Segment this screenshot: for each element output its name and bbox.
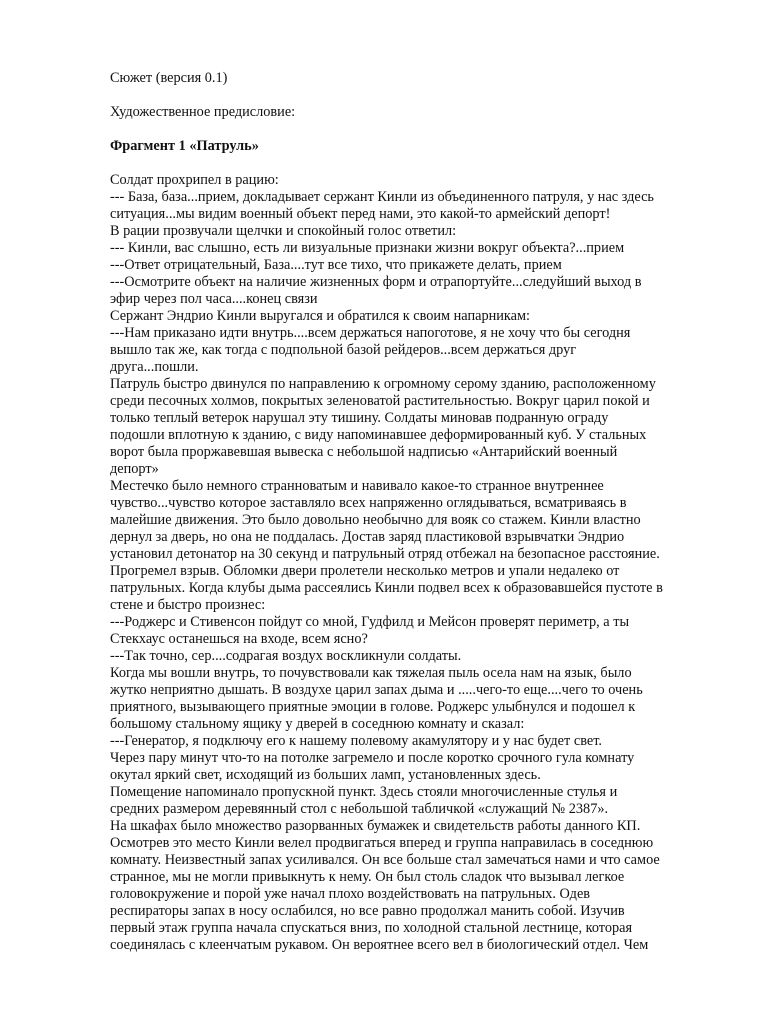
body-text <box>110 172 710 954</box>
body-line: среди песочных холмов, покрытых зеленоватой растительностью. Вокруг царил покой и <box>110 393 650 409</box>
body-line: --- Кинли, вас слышно, есть ли визуальные признаки жизни вокруг объекта?...прием <box>110 240 625 256</box>
body-line: приятного, вызывающего приятные эмоции в голове. Роджерс улыбнулся и подошел к <box>110 699 636 715</box>
body-line: Патруль быстро двинулся по направлению к огромному серому зданию, расположенному <box>110 376 656 392</box>
body-line: соединялась с клеенчатым рукавом. Он вероятнее всего вел в биологический отдел. Чем <box>110 937 649 953</box>
body-line: На шкафах было множество разорванных бумажек и свидетельств работы данного КП. <box>110 818 641 834</box>
body-line: ворот была проржавевшая вывеска с небольшой надписью «Антарийский военный <box>110 444 618 460</box>
body-line: Помещение напоминало пропускной пункт. Здесь стояли многочисленные стулья и <box>110 784 618 800</box>
blank-line <box>110 121 710 138</box>
body-line: ---Так точно, сер....содрагая воздух воскликнули солдаты. <box>110 648 462 664</box>
body-line: патрульных. Когда клубы дыма рассеялись Кинли подвел всех к образовавшейся пустоте в <box>110 580 663 596</box>
body-line: --- База, база...прием, докладывает сержант Кинли из объединенного патруля, у нас здесь <box>110 189 654 205</box>
body-line: Стекхаус останешься на входе, всем ясно? <box>110 631 368 647</box>
body-line: первый этаж группа начала спускаться вниз, по холодной стальной лестнице, которая <box>110 920 633 936</box>
body-line: только теплый ветерок нарушал эту тишину. Солдаты миновав подранную ограду <box>110 410 609 426</box>
body-line: стене и быстро произнес: <box>110 597 266 613</box>
body-line: средних размером деревянный стол с небольшой табличкой «служащий № 2387». <box>110 801 609 817</box>
body-line: комнату. Неизвестный запах усиливался. Он все больше стал замечаться нами и что самое <box>110 852 660 868</box>
body-line: респираторы запах в носу ослабился, но все равно продолжал манить собой. Изучив <box>110 903 625 919</box>
body-line: Через пару минут что-то на потолке загремело и после коротко срочного гула комнату <box>110 750 635 766</box>
body-line: Осмотрев это место Кинли велел продвигаться вперед и группа направилась в соседнюю <box>110 835 654 851</box>
body-line: странное, мы не могли привыкнуть к нему. Он был столь сладок что вызывал легкое <box>110 869 625 885</box>
body-line: Местечко было немного странноватым и навивало какое-то странное внутреннее <box>110 478 604 494</box>
body-line: дернул за дверь, но она не поддалась. Достав заряд пластиковой взрывчатки Эндрио <box>110 529 625 545</box>
body-line: эфир через пол часа....конец связи <box>110 291 318 307</box>
body-line: депорт» <box>110 461 159 477</box>
document-title: Сюжет (версия 0.1) <box>110 70 228 86</box>
body-line: окутал яркий свет, исходящий из больших ламп, установленных здесь. <box>110 767 541 783</box>
body-line: ---Осмотрите объект на наличие жизненных форм и отрапортуйте...следуйший выход в <box>110 274 642 290</box>
body-line: В рации прозвучали щелчки и спокойный голос ответил: <box>110 223 457 239</box>
body-line: ---Генератор, я подключу его к нашему полевому акамулятору и у нас будет свет. <box>110 733 602 749</box>
fragment-heading: Фрагмент 1 «Патруль» <box>110 138 259 154</box>
body-line: малейшие движения. Это было довольно необычно для вояк со стажем. Кинли властно <box>110 512 641 528</box>
preface-heading: Художественное предисловие: <box>110 104 296 120</box>
body-line: установил детонатор на 30 секунд и патрульный отряд отбежал на безопасное расстояние. <box>110 546 660 562</box>
body-line: Прогремел взрыв. Обломки двери пролетели несколько метров и упали недалеко от <box>110 563 620 579</box>
body-line: Солдат прохрипел в рацию: <box>110 172 279 188</box>
body-line: Когда мы вошли внутрь, то почувствовали как тяжелая пыль осела нам на язык, было <box>110 665 632 681</box>
body-line: большому стальному ящику у дверей в соседнюю комнату и сказал: <box>110 716 525 732</box>
body-line: головокружение и порой уже начал плохо воздействовать на патрульных. Одев <box>110 886 591 902</box>
body-line: вышло так же, как тогда с подпольной базой рейдеров...всем держаться друг <box>110 342 577 358</box>
body-line: жутко неприятно дышать. В воздухе царил запах дыма и .....чего-то еще....чего то очень <box>110 682 643 698</box>
body-line: ---Роджерс и Стивенсон пойдут со мной, Гудфилд и Мейсон проверят периметр, а ты <box>110 614 630 630</box>
blank-line <box>110 87 710 104</box>
body-line: ---Нам приказано идти внутрь....всем держаться напоготове, я не хочу что бы сегодня <box>110 325 631 341</box>
body-line: ---Ответ отрицательный, База....тут все тихо, что прикажете делать, прием <box>110 257 562 273</box>
body-line: друга...пошли. <box>110 359 199 375</box>
body-line: подошли вплотную к зданию, с виду напоминавшее деформированный куб. У стальных <box>110 427 647 443</box>
body-line: чувство...чувство которое заставляло всех напряженно оглядываться, всматриваясь в <box>110 495 627 511</box>
blank-line <box>110 155 710 172</box>
body-line: ситуация...мы видим военный объект перед нами, это какой-то армейский депорт! <box>110 206 611 222</box>
body-line: Сержант Эндрио Кинли выругался и обратился к своим напарникам: <box>110 308 531 324</box>
document-page <box>110 70 710 954</box>
